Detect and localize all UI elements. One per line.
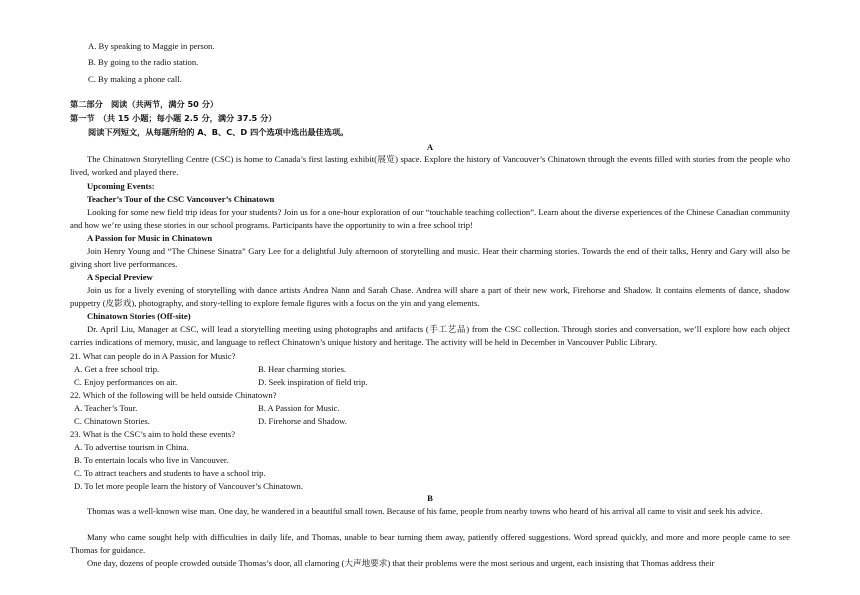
- event-1-text: Looking for some new field trip ideas for your students? Join us for a one-hour exploration of our “touchable teaching collection”. Learn about the diverse experiences of the Chinese Canadian community and how we’re using these stories in our school programs. Participants have the opportunity to win a free school trip!: [70, 207, 790, 230]
- question-23-option-b: B. To entertain locals who live in Vancouver.: [74, 455, 229, 465]
- passage-b-letter: B: [427, 493, 433, 503]
- event-2-text: Join Henry Young and “The Chinese Sinatra” Gary Lee for a delightful July afternoon of storytelling and music. Hear their charming stories. Towards the end of their talks, Henry and Gary will also be giving short live performances.: [70, 246, 790, 269]
- question-21-option-c: C. Enjoy performances on air.: [74, 377, 178, 387]
- question-21-stem: 21. What can people do in A Passion for Music?: [70, 351, 236, 361]
- prev-option-a: A. By speaking to Maggie in person.: [88, 41, 215, 51]
- prev-option-b: B. By going to the radio station.: [88, 57, 199, 67]
- part-heading: 第二部分 阅读（共两节，满分 50 分）: [70, 99, 219, 109]
- question-23-option-d: D. To let more people learn the history of Vancouver’s Chinatown.: [74, 481, 303, 491]
- instruction: 阅读下列短文，从每题所给的 A、B、C、D 四个选项中选出最佳选项。: [88, 127, 349, 137]
- event-4-text: Dr. April Liu, Manager at CSC, will lead a storytelling meeting using photographs and artifacts (手工艺品) from the CSC collection. Through stories and conversation, we’ll explore how each object carries indications of memory, music, and language to reflect Chinatown’s unique history and heritage. The activity will be held in December in Vancouver Public Library.: [70, 324, 790, 347]
- question-23-option-a: A. To advertise tourism in China.: [74, 442, 189, 452]
- upcoming-events-heading: Upcoming Events:: [87, 181, 155, 191]
- passage-b-paragraph-3: One day, dozens of people crowded outside Thomas’s door, all clamoring (大声地要求) that their problems were the most serious and urgent, each insisting that Thomas address their: [87, 558, 715, 568]
- question-23-stem: 23. What is the CSC’s aim to hold these events?: [70, 429, 236, 439]
- event-3-title: A Special Preview: [87, 272, 153, 282]
- question-21-option-d: D. Seek inspiration of field trip.: [258, 377, 368, 387]
- question-23-option-c: C. To attract teachers and students to have a school trip.: [74, 468, 266, 478]
- question-22-stem: 22. Which of the following will be held outside Chinatown?: [70, 390, 277, 400]
- question-22-option-a: A. Teacher’s Tour.: [74, 403, 138, 413]
- passage-a-letter: A: [426, 142, 434, 152]
- passage-a-intro: The Chinatown Storytelling Centre (CSC) is home to Canada’s first lasting exhibit(展览) space. Explore the history of Vancouver’s Chinatown through the events filled with stories from the people who lived, worked and played there.: [70, 154, 790, 177]
- event-3-text: Join us for a lively evening of storytelling with dance artists Andrea Nann and Sarah Chase. Andrea will share a part of their new work, Firehorse and Shadow. It contains elements of dance, shadow puppetry (皮影戏), photography, and story-telling to explore female figures with a focus on the yin and yang elements.: [70, 285, 790, 308]
- question-22-option-d: D. Firehorse and Shadow.: [258, 416, 347, 426]
- question-21-option-b: B. Hear charming stories.: [258, 364, 347, 374]
- prev-option-c: C. By making a phone call.: [88, 74, 182, 84]
- question-22-option-b: B. A Passion for Music.: [258, 403, 340, 413]
- passage-b-paragraph-1: Thomas was a well-known wise man. One day, he wandered in a beautiful small town. Because of his fame, people from nearby towns who heard of his arrival all came to visit and seek his advice.: [87, 506, 763, 516]
- passage-b-paragraph-2: Many who came sought help with difficulties in daily life, and Thomas, unable to bear turning them away, patiently offered suggestions. Word spread quickly, and more and more people came to see Thomas for guidance.: [70, 532, 790, 555]
- event-2-title: A Passion for Music in Chinatown: [87, 233, 213, 243]
- event-1-title: Teacher’s Tour of the CSC Vancouver’s Chinatown: [87, 194, 275, 204]
- question-21-option-a: A. Get a free school trip.: [74, 364, 160, 374]
- section-heading: 第一节 （共 15 小题；每小题 2.5 分，满分 37.5 分）: [70, 113, 277, 123]
- event-4-title: Chinatown Stories (Off-site): [87, 311, 191, 321]
- question-22-option-c: C. Chinatown Stories.: [74, 416, 150, 426]
